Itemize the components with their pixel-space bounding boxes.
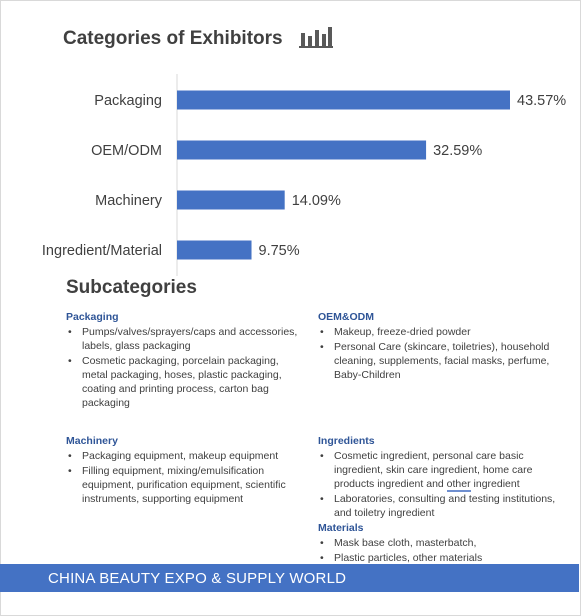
ingredients-heading: Ingredients: [318, 435, 375, 447]
list-item: • Packaging equipment, makeup equipment: [66, 449, 306, 463]
bar-chart: [0, 68, 581, 278]
category-label: Packaging: [94, 93, 162, 109]
footer-text: CHINA BEAUTY EXPO & SUPPLY WORLD: [48, 570, 347, 587]
subcategories-title: Subcategories: [66, 277, 197, 298]
bar-ingredient-material: [177, 241, 252, 260]
list-item: • Pumps/valves/sprayers/caps and accessories, labels, glass packaging: [66, 325, 306, 353]
category-label: Ingredient/Material: [41, 243, 162, 259]
ingredients-text: Cosmetic ingredient, personal care basic ingredient, skin care ingredient, home care products ingredient and: [334, 450, 533, 490]
bar-packaging: [177, 91, 510, 110]
list-item: • Filling equipment, mixing/emulsification equipment, purification equipment, scientific instruments, supporting equipment: [66, 464, 306, 506]
list-item: • Laboratories, consulting and testing institutions, and toiletry ingredient: [318, 492, 558, 520]
category-label: OEM/ODM: [91, 143, 162, 159]
list-item: • Cosmetic packaging, porcelain packaging, metal packaging, hoses, plastic packaging, coating and printing process, carton bag packaging: [66, 354, 306, 410]
list-item: • Personal Care (skincare, toiletries), household cleaning, supplements, facial masks, perfume, Baby-Children: [318, 340, 558, 382]
data-label: 9.75%: [258, 243, 300, 259]
data-label: 43.57%: [517, 93, 567, 109]
list-item: [318, 449, 558, 491]
materials-heading: Materials: [318, 522, 364, 534]
ingredients-section: [318, 434, 558, 566]
data-label: 32.59%: [433, 143, 483, 159]
bar-oem-odm: [177, 141, 426, 160]
packaging-heading: Packaging: [66, 311, 119, 323]
packaging-section: [66, 310, 306, 411]
chart-title: Categories of Exhibitors: [63, 28, 283, 49]
oem-heading: OEM&ODM: [318, 311, 374, 323]
machinery-section: [66, 434, 306, 507]
category-label: Machinery: [95, 193, 162, 209]
data-label: 14.09%: [291, 193, 341, 209]
list-item: • Mask base cloth, masterbatch,: [318, 536, 558, 550]
list-item: • Plastic particles, other materials: [318, 551, 558, 565]
footer-banner: [0, 564, 579, 592]
machinery-heading: Machinery: [66, 435, 118, 447]
ingredients-text: ingredient: [470, 478, 520, 490]
underlined-word: other: [446, 478, 471, 490]
list-item: • Makeup, freeze-dried powder: [318, 325, 558, 339]
bar-chart-icon: [298, 24, 334, 48]
oem-section: [318, 310, 558, 383]
bar-machinery: [177, 191, 285, 210]
